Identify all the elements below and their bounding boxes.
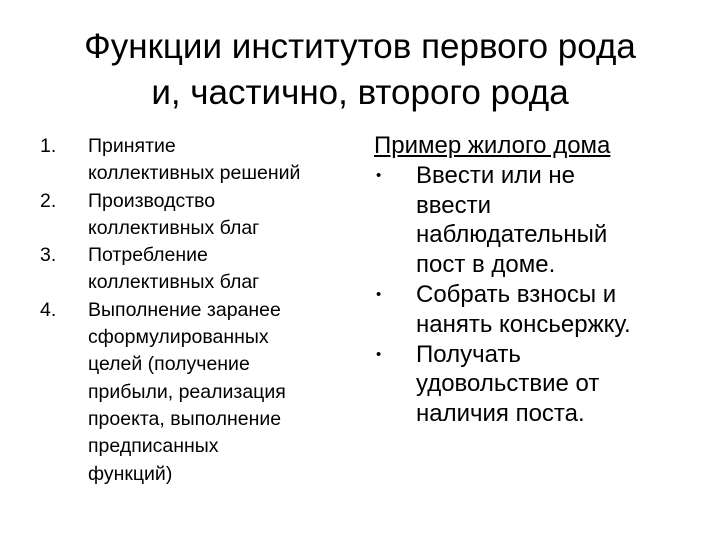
functions-numbered-list xyxy=(30,133,370,488)
bullet-icon: • xyxy=(376,166,382,184)
list-item-line: функций) xyxy=(88,462,173,485)
title-line: Функции институтов первого рода xyxy=(84,27,636,66)
bullet-line: Ввести или не xyxy=(416,161,575,189)
bullet-icon: • xyxy=(376,345,382,363)
bullet-item xyxy=(368,161,708,280)
bullet-text xyxy=(416,340,708,429)
slide-title xyxy=(20,24,700,116)
list-item-line: коллективных решений xyxy=(88,162,301,185)
bullet-item xyxy=(368,280,708,340)
bullet-line: наличия поста. xyxy=(416,400,585,428)
list-item xyxy=(30,242,370,297)
list-item-text xyxy=(88,133,370,188)
list-number: 3. xyxy=(40,244,57,267)
bullet-text xyxy=(416,161,708,280)
list-item xyxy=(30,133,370,188)
list-item xyxy=(30,188,370,243)
list-number: 4. xyxy=(40,298,57,321)
list-item-line: коллективных благ xyxy=(88,271,260,294)
list-item-line: прибыли, реализация xyxy=(88,380,286,403)
title-line: и, частично, второго рода xyxy=(151,73,569,112)
list-number: 2. xyxy=(40,189,57,212)
list-item-line: сформулированных xyxy=(88,326,269,349)
list-item-line: Принятие xyxy=(88,135,176,157)
list-item-line: Выполнение заранее xyxy=(88,298,281,321)
bullet-item xyxy=(368,340,708,429)
list-item-line: коллективных благ xyxy=(88,216,260,239)
bullet-line: пост в доме. xyxy=(416,251,556,279)
bullet-line: Получать xyxy=(416,340,521,368)
list-item-text xyxy=(88,188,370,243)
list-item-line: Производство xyxy=(88,189,216,212)
list-item-line: предписанных xyxy=(88,435,219,458)
list-item-text xyxy=(88,242,370,297)
bullet-text xyxy=(416,280,708,340)
bullet-line: нанять консьержку. xyxy=(416,310,631,338)
list-item-line: целей (получение xyxy=(88,353,250,376)
list-item-text xyxy=(88,297,370,488)
example-heading: Пример жилого дома xyxy=(374,132,611,159)
bullet-line: Собрать взносы и xyxy=(416,280,617,308)
bullet-line: удовольствие от xyxy=(416,370,600,398)
list-item-line: проекта, выполнение xyxy=(88,407,282,430)
bullet-line: ввести xyxy=(416,191,491,219)
list-number: 1. xyxy=(40,135,57,157)
list-item-line: Потребление xyxy=(88,244,208,267)
bullet-icon: • xyxy=(376,285,382,303)
list-item xyxy=(30,297,370,488)
house-example-section xyxy=(368,131,708,429)
bullet-line: наблюдательный xyxy=(416,221,608,249)
